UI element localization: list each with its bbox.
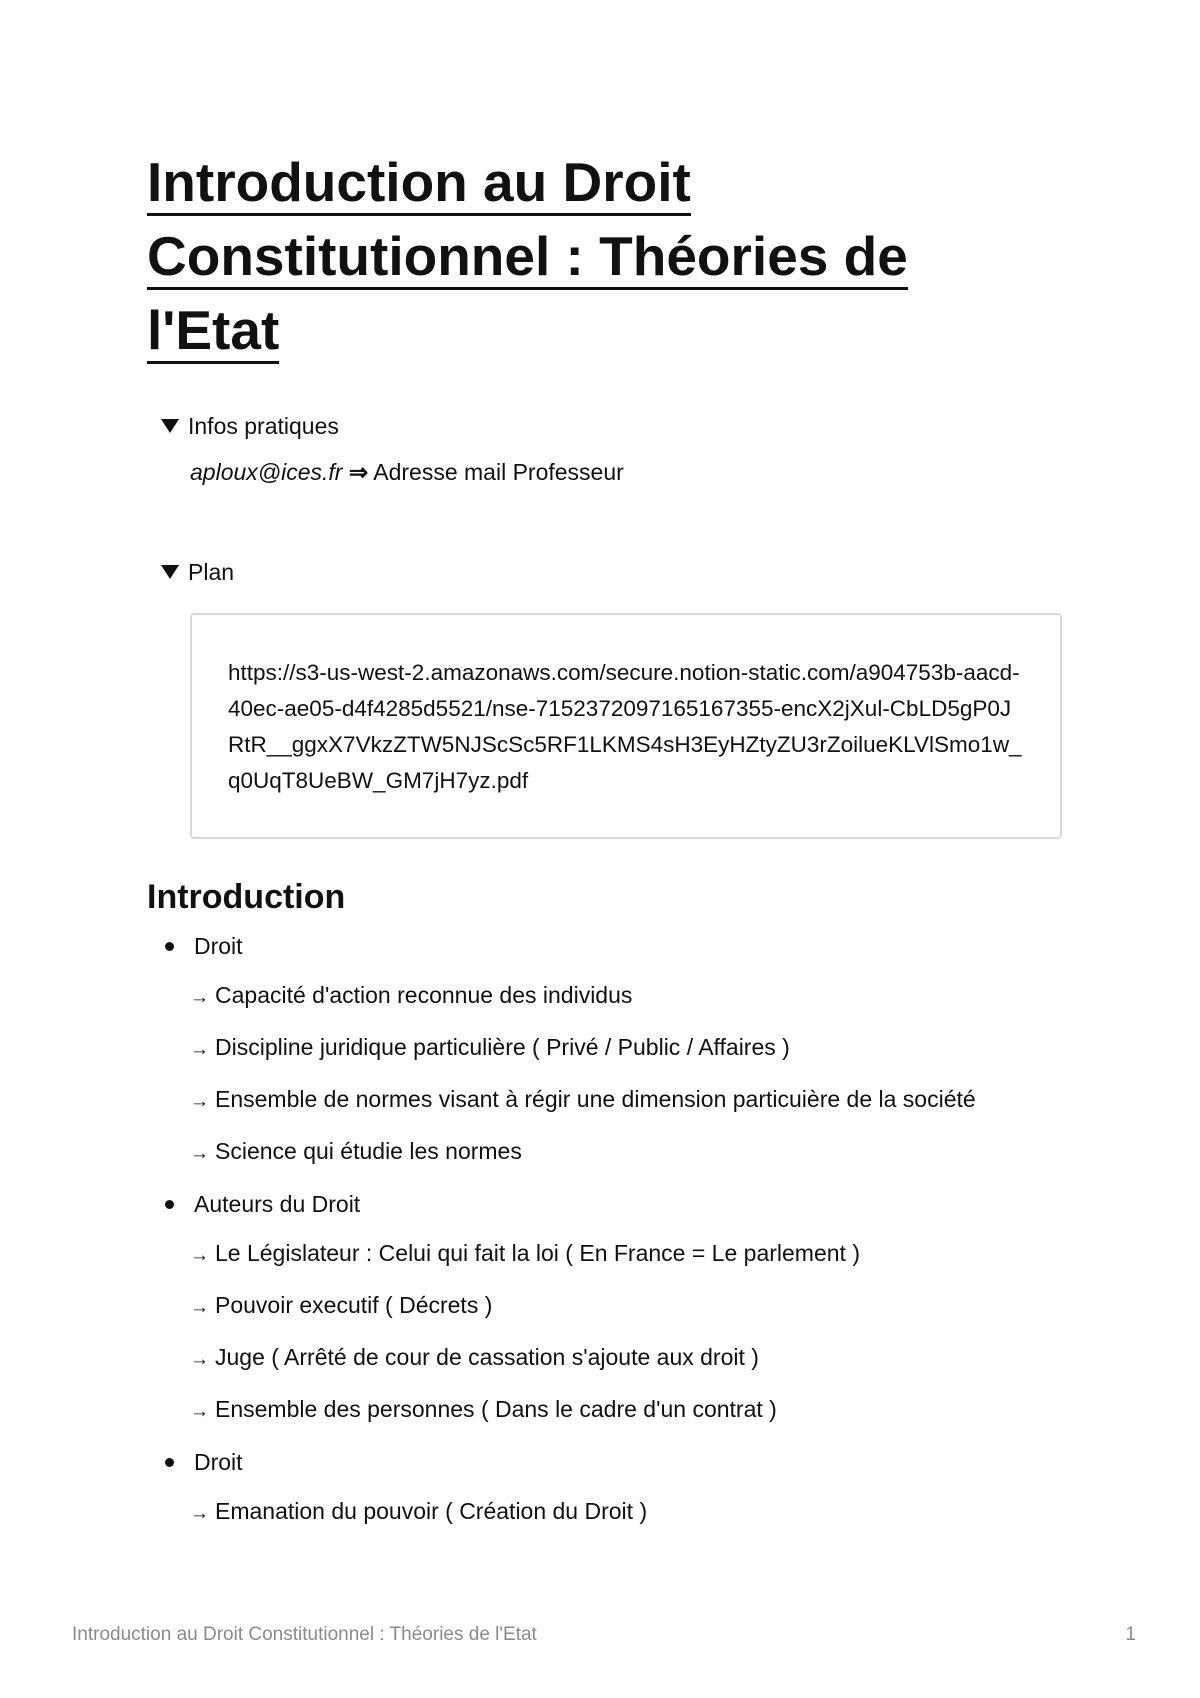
sub-item-text: Discipline juridique particulière ( Privé / Public / Affaires )	[215, 1034, 790, 1060]
page-title	[147, 145, 1067, 367]
bullet-label: Auteurs du Droit	[194, 1191, 361, 1217]
toggle-infos-body	[190, 457, 1067, 487]
page-footer	[72, 1624, 1136, 1646]
footer-title: Introduction au Droit Constitutionnel : Théories de l'Etat	[72, 1624, 537, 1645]
bullet-line	[161, 931, 1067, 961]
plan-link[interactable]: https://s3-us-west-2.amazonaws.com/secure.notion-static.com/a904753b-aacd-40ec-ae05-d4f4285d5521/nse-7152372097165167355-encX2jXul-CbLD5gP0JRtR__ggxX7VkzZTW5NJScSc5RF1LKMS4sH3EyHZtyZU3rZoilueKLVlSmo1w_q0UqT8UeBW_GM7jH7yz.pdf	[228, 660, 1022, 793]
page-title-text: Constitutionnel : Théories de	[147, 225, 908, 290]
sub-item-text: Emanation du pouvoir ( Création du Droit )	[215, 1498, 648, 1524]
bullet-dot-icon	[165, 1458, 174, 1467]
sub-item	[190, 1496, 1067, 1529]
bullet-label: Droit	[194, 1449, 243, 1475]
list-item	[161, 1447, 1067, 1529]
right-arrow-icon: →	[190, 1143, 209, 1164]
plan-link-card[interactable]	[190, 613, 1062, 839]
sub-item-text: Ensemble de normes visant à régir une dimension particuière de la société	[215, 1086, 976, 1112]
right-arrow-icon: →	[190, 1245, 209, 1266]
sub-item-text: Juge ( Arrêté de cour de cassation s'ajoute aux droit )	[215, 1344, 759, 1370]
sub-item	[190, 1238, 1067, 1271]
bullet-label: Droit	[194, 933, 243, 959]
sub-item	[190, 1394, 1067, 1427]
right-arrow-icon: →	[190, 1297, 209, 1318]
toggle-plan-header[interactable]	[161, 557, 1067, 587]
page-title-text: l'Etat	[147, 299, 279, 364]
bullet-line	[161, 1189, 1067, 1219]
sub-item	[190, 1290, 1067, 1323]
sub-item	[190, 1136, 1067, 1169]
page-number: 1	[1125, 1624, 1136, 1645]
triangle-down-icon[interactable]	[161, 565, 179, 579]
sub-item-text: Capacité d'action reconnue des individus	[215, 982, 633, 1008]
bullet-dot-icon	[165, 1200, 174, 1209]
sub-item	[190, 980, 1067, 1013]
page-title-line	[147, 293, 1067, 367]
right-arrow-icon: →	[190, 1039, 209, 1060]
professor-email: aploux@ices.fr	[190, 459, 343, 485]
sub-item	[190, 1084, 1067, 1117]
page-title-line	[147, 145, 1067, 219]
sub-item-text: Pouvoir executif ( Décrets )	[215, 1292, 493, 1318]
right-arrow-icon: →	[190, 1349, 209, 1370]
toggle-infos-label: Infos pratiques	[188, 413, 339, 439]
page-title-text: Introduction au Droit	[147, 151, 691, 216]
page-title-line	[147, 219, 1067, 293]
toggle-infos-header[interactable]	[161, 411, 1067, 441]
right-arrow-icon: →	[190, 987, 209, 1008]
bullet-dot-icon	[165, 942, 174, 951]
sub-item-text: Le Législateur : Celui qui fait la loi ( En France = Le parlement )	[215, 1240, 860, 1266]
toggle-plan-label: Plan	[188, 559, 235, 585]
section-title: Introduction	[147, 878, 346, 916]
right-arrow-icon: →	[190, 1503, 209, 1524]
list-item	[161, 931, 1067, 1169]
toggle-plan	[161, 557, 1067, 839]
list-item	[161, 1189, 1067, 1427]
right-arrow-icon: →	[190, 1401, 209, 1422]
sub-item-text: Ensemble des personnes ( Dans le cadre d'un contrat )	[215, 1396, 777, 1422]
double-arrow-icon: ⇒	[348, 459, 369, 485]
bullet-list	[147, 931, 1067, 1529]
sub-item	[190, 1032, 1067, 1065]
sub-item	[190, 1342, 1067, 1375]
triangle-down-icon[interactable]	[161, 419, 179, 433]
sub-item-text: Science qui étudie les normes	[215, 1138, 522, 1164]
toggle-infos-pratiques	[161, 411, 1067, 487]
email-description: Adresse mail Professeur	[368, 459, 624, 485]
right-arrow-icon: →	[190, 1091, 209, 1112]
bullet-line	[161, 1447, 1067, 1477]
page-content	[147, 145, 1067, 1539]
